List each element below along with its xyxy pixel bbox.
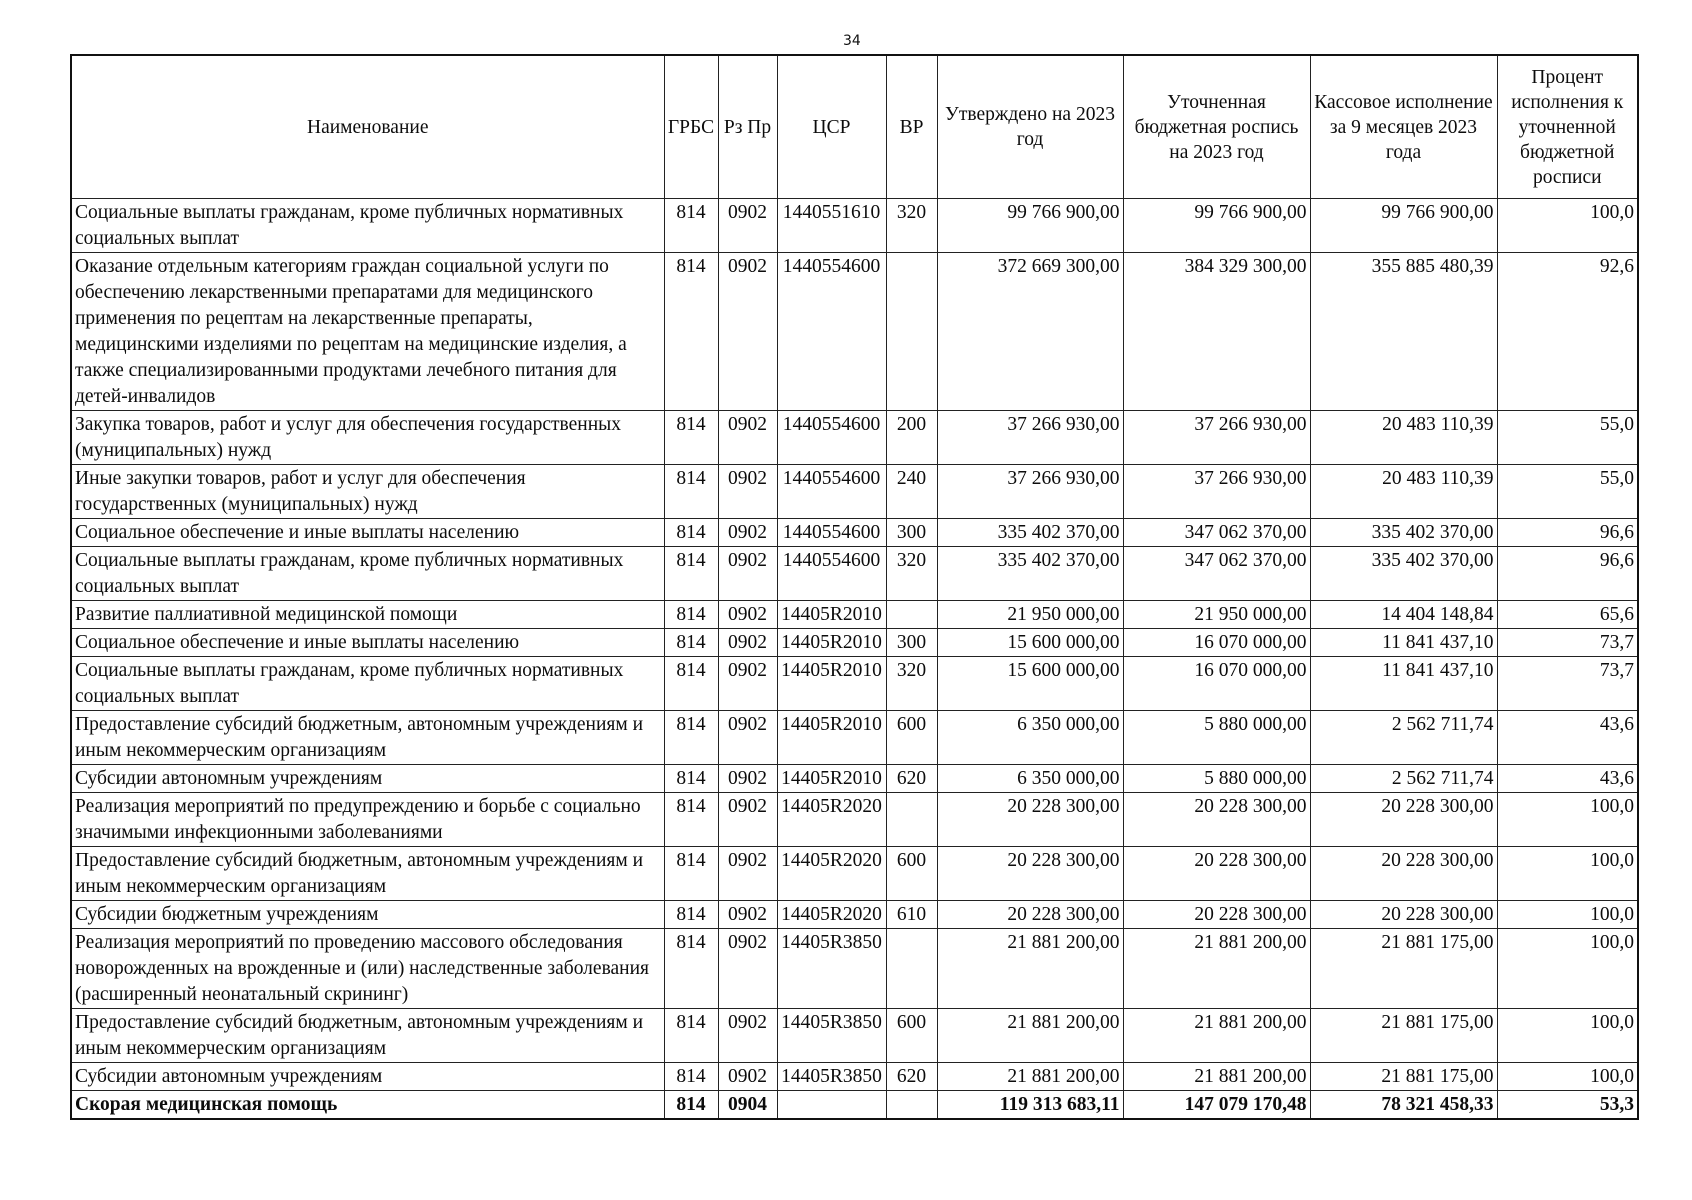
- header-vr: ВР: [886, 55, 937, 199]
- cell-vr: 620: [886, 765, 937, 793]
- cell-cash: 21 881 175,00: [1310, 929, 1497, 1009]
- cell-rzpr: 0902: [718, 253, 777, 411]
- cell-percent: 100,0: [1497, 901, 1638, 929]
- cell-csr: 14405R2010: [777, 657, 886, 711]
- cell-percent: 55,0: [1497, 465, 1638, 519]
- cell-cash: 21 881 175,00: [1310, 1063, 1497, 1091]
- cell-revised: 5 880 000,00: [1123, 765, 1310, 793]
- cell-csr: 1440554600: [777, 411, 886, 465]
- cell-cash: 99 766 900,00: [1310, 199, 1497, 253]
- cell-rzpr: 0902: [718, 629, 777, 657]
- cell-name: Социальное обеспечение и иные выплаты населению: [71, 519, 664, 547]
- cell-grbs: 814: [664, 465, 718, 519]
- cell-csr: 1440554600: [777, 519, 886, 547]
- cell-revised: 21 881 200,00: [1123, 1009, 1310, 1063]
- cell-rzpr: 0902: [718, 1063, 777, 1091]
- header-row: [71, 55, 1638, 199]
- cell-rzpr: 0902: [718, 199, 777, 253]
- cell-csr: 1440554600: [777, 465, 886, 519]
- cell-vr: 320: [886, 199, 937, 253]
- cell-percent: 73,7: [1497, 657, 1638, 711]
- table-row: [71, 847, 1638, 901]
- cell-percent: 100,0: [1497, 1063, 1638, 1091]
- cell-name: Социальные выплаты гражданам, кроме публичных нормативных социальных выплат: [71, 199, 664, 253]
- cell-rzpr: 0902: [718, 711, 777, 765]
- table-row: [71, 1009, 1638, 1063]
- cell-vr: [886, 1091, 937, 1120]
- cell-grbs: 814: [664, 253, 718, 411]
- cell-rzpr: 0902: [718, 601, 777, 629]
- cell-approved: 119 313 683,11: [937, 1091, 1123, 1120]
- cell-name: Субсидии автономным учреждениям: [71, 1063, 664, 1091]
- cell-revised: 20 228 300,00: [1123, 901, 1310, 929]
- table-row: [71, 629, 1638, 657]
- cell-cash: 355 885 480,39: [1310, 253, 1497, 411]
- header-grbs: ГРБС: [664, 55, 718, 199]
- cell-revised: 21 950 000,00: [1123, 601, 1310, 629]
- cell-approved: 15 600 000,00: [937, 629, 1123, 657]
- cell-approved: 335 402 370,00: [937, 519, 1123, 547]
- cell-name: Субсидии бюджетным учреждениям: [71, 901, 664, 929]
- cell-name: Социальное обеспечение и иные выплаты населению: [71, 629, 664, 657]
- cell-approved: 21 881 200,00: [937, 929, 1123, 1009]
- cell-rzpr: 0902: [718, 1009, 777, 1063]
- cell-approved: 21 881 200,00: [937, 1063, 1123, 1091]
- cell-approved: 15 600 000,00: [937, 657, 1123, 711]
- cell-grbs: 814: [664, 199, 718, 253]
- cell-percent: 92,6: [1497, 253, 1638, 411]
- cell-cash: 2 562 711,74: [1310, 711, 1497, 765]
- cell-name: Предоставление субсидий бюджетным, автономным учреждениям и иным некоммерческим организациям: [71, 847, 664, 901]
- cell-rzpr: 0902: [718, 519, 777, 547]
- cell-vr: 200: [886, 411, 937, 465]
- header-rzpr: Рз Пр: [718, 55, 777, 199]
- cell-grbs: 814: [664, 1009, 718, 1063]
- cell-cash: 20 483 110,39: [1310, 465, 1497, 519]
- cell-csr: 14405R2010: [777, 601, 886, 629]
- table-row: [71, 901, 1638, 929]
- cell-vr: [886, 793, 937, 847]
- table-row: [71, 657, 1638, 711]
- cell-vr: 610: [886, 901, 937, 929]
- cell-revised: 147 079 170,48: [1123, 1091, 1310, 1120]
- cell-cash: 20 228 300,00: [1310, 793, 1497, 847]
- table-row: [71, 411, 1638, 465]
- cell-cash: 11 841 437,10: [1310, 629, 1497, 657]
- cell-grbs: 814: [664, 901, 718, 929]
- table-row: [71, 793, 1638, 847]
- cell-approved: 6 350 000,00: [937, 711, 1123, 765]
- cell-name: Скорая медицинская помощь: [71, 1091, 664, 1120]
- cell-rzpr: 0902: [718, 901, 777, 929]
- table-row: [71, 253, 1638, 411]
- cell-grbs: 814: [664, 793, 718, 847]
- cell-percent: 100,0: [1497, 199, 1638, 253]
- cell-csr: 14405R2010: [777, 765, 886, 793]
- cell-revised: 21 881 200,00: [1123, 929, 1310, 1009]
- cell-vr: 300: [886, 519, 937, 547]
- cell-approved: 99 766 900,00: [937, 199, 1123, 253]
- cell-revised: 16 070 000,00: [1123, 629, 1310, 657]
- cell-name: Реализация мероприятий по проведению массового обследования новорожденных на врожденные и (или) наследственные заболевания (расширенный неонатальный скрининг): [71, 929, 664, 1009]
- cell-vr: 320: [886, 547, 937, 601]
- table-row: [71, 1063, 1638, 1091]
- cell-vr: 320: [886, 657, 937, 711]
- cell-revised: 5 880 000,00: [1123, 711, 1310, 765]
- table-row: [71, 929, 1638, 1009]
- cell-revised: 347 062 370,00: [1123, 519, 1310, 547]
- cell-csr: 14405R2020: [777, 847, 886, 901]
- cell-revised: 20 228 300,00: [1123, 847, 1310, 901]
- cell-grbs: 814: [664, 519, 718, 547]
- cell-name: Иные закупки товаров, работ и услуг для обеспечения государственных (муниципальных) нужд: [71, 465, 664, 519]
- cell-rzpr: 0902: [718, 793, 777, 847]
- cell-rzpr: 0902: [718, 411, 777, 465]
- cell-approved: 372 669 300,00: [937, 253, 1123, 411]
- table-header: [71, 55, 1638, 199]
- cell-vr: 240: [886, 465, 937, 519]
- cell-name: Развитие паллиативной медицинской помощи: [71, 601, 664, 629]
- cell-grbs: 814: [664, 601, 718, 629]
- cell-vr: 600: [886, 711, 937, 765]
- header-cash: Кассовое исполнение за 9 месяцев 2023 года: [1310, 55, 1497, 199]
- cell-grbs: 814: [664, 1091, 718, 1120]
- cell-name: Социальные выплаты гражданам, кроме публичных нормативных социальных выплат: [71, 657, 664, 711]
- cell-grbs: 814: [664, 929, 718, 1009]
- header-percent: Процент исполнения к уточненной бюджетной росписи: [1497, 55, 1638, 199]
- cell-csr: [777, 1091, 886, 1120]
- cell-name: Предоставление субсидий бюджетным, автономным учреждениям и иным некоммерческим организациям: [71, 711, 664, 765]
- header-approved: Утверждено на 2023 год: [937, 55, 1123, 199]
- cell-rzpr: 0902: [718, 929, 777, 1009]
- cell-revised: 21 881 200,00: [1123, 1063, 1310, 1091]
- cell-percent: 43,6: [1497, 765, 1638, 793]
- cell-vr: [886, 601, 937, 629]
- table-row: [71, 547, 1638, 601]
- cell-percent: 73,7: [1497, 629, 1638, 657]
- cell-vr: 600: [886, 847, 937, 901]
- cell-csr: 1440554600: [777, 547, 886, 601]
- cell-csr: 14405R3850: [777, 929, 886, 1009]
- table-row: [71, 1091, 1638, 1120]
- cell-csr: 14405R2020: [777, 793, 886, 847]
- table-row: [71, 765, 1638, 793]
- cell-approved: 6 350 000,00: [937, 765, 1123, 793]
- cell-revised: 37 266 930,00: [1123, 411, 1310, 465]
- cell-approved: 37 266 930,00: [937, 411, 1123, 465]
- cell-csr: 14405R2010: [777, 711, 886, 765]
- cell-revised: 347 062 370,00: [1123, 547, 1310, 601]
- cell-revised: 16 070 000,00: [1123, 657, 1310, 711]
- cell-approved: 37 266 930,00: [937, 465, 1123, 519]
- cell-csr: 14405R3850: [777, 1009, 886, 1063]
- header-csr: ЦСР: [777, 55, 886, 199]
- cell-cash: 78 321 458,33: [1310, 1091, 1497, 1120]
- cell-csr: 14405R3850: [777, 1063, 886, 1091]
- cell-rzpr: 0904: [718, 1091, 777, 1120]
- cell-csr: 1440554600: [777, 253, 886, 411]
- page-number: 34: [843, 33, 861, 49]
- cell-cash: 21 881 175,00: [1310, 1009, 1497, 1063]
- cell-name: Оказание отдельным категориям граждан социальной услуги по обеспечению лекарственными препаратами для медицинского применения по рецептам на лекарственные препараты, медицинскими изделиями по рецептам на медицинские изделия, а также специализированными продуктами лечебного питания для детей-инвалидов: [71, 253, 664, 411]
- cell-revised: 384 329 300,00: [1123, 253, 1310, 411]
- cell-vr: [886, 253, 937, 411]
- cell-approved: 21 950 000,00: [937, 601, 1123, 629]
- cell-grbs: 814: [664, 1063, 718, 1091]
- cell-approved: 335 402 370,00: [937, 547, 1123, 601]
- cell-percent: 100,0: [1497, 847, 1638, 901]
- cell-revised: 37 266 930,00: [1123, 465, 1310, 519]
- cell-approved: 20 228 300,00: [937, 847, 1123, 901]
- cell-rzpr: 0902: [718, 465, 777, 519]
- cell-grbs: 814: [664, 765, 718, 793]
- cell-csr: 14405R2020: [777, 901, 886, 929]
- cell-csr: 1440551610: [777, 199, 886, 253]
- cell-percent: 100,0: [1497, 929, 1638, 1009]
- table-body: [71, 199, 1638, 1120]
- cell-vr: 300: [886, 629, 937, 657]
- cell-rzpr: 0902: [718, 847, 777, 901]
- cell-vr: 620: [886, 1063, 937, 1091]
- cell-percent: 100,0: [1497, 793, 1638, 847]
- table-row: [71, 519, 1638, 547]
- cell-grbs: 814: [664, 657, 718, 711]
- cell-cash: 11 841 437,10: [1310, 657, 1497, 711]
- cell-percent: 65,6: [1497, 601, 1638, 629]
- cell-grbs: 814: [664, 711, 718, 765]
- cell-name: Предоставление субсидий бюджетным, автономным учреждениям и иным некоммерческим организациям: [71, 1009, 664, 1063]
- cell-cash: 335 402 370,00: [1310, 519, 1497, 547]
- header-revised: Уточненная бюджетная роспись на 2023 год: [1123, 55, 1310, 199]
- cell-approved: 21 881 200,00: [937, 1009, 1123, 1063]
- cell-percent: 100,0: [1497, 1009, 1638, 1063]
- cell-rzpr: 0902: [718, 657, 777, 711]
- cell-vr: 600: [886, 1009, 937, 1063]
- table-row: [71, 711, 1638, 765]
- cell-grbs: 814: [664, 547, 718, 601]
- cell-revised: 20 228 300,00: [1123, 793, 1310, 847]
- cell-percent: 55,0: [1497, 411, 1638, 465]
- cell-cash: 335 402 370,00: [1310, 547, 1497, 601]
- cell-cash: 2 562 711,74: [1310, 765, 1497, 793]
- header-name: Наименование: [71, 55, 664, 199]
- cell-percent: 96,6: [1497, 547, 1638, 601]
- cell-percent: 43,6: [1497, 711, 1638, 765]
- cell-cash: 14 404 148,84: [1310, 601, 1497, 629]
- cell-name: Реализация мероприятий по предупреждению и борьбе с социально значимыми инфекционными заболеваниями: [71, 793, 664, 847]
- cell-csr: 14405R2010: [777, 629, 886, 657]
- cell-vr: [886, 929, 937, 1009]
- cell-approved: 20 228 300,00: [937, 901, 1123, 929]
- cell-approved: 20 228 300,00: [937, 793, 1123, 847]
- cell-name: Субсидии автономным учреждениям: [71, 765, 664, 793]
- cell-rzpr: 0902: [718, 765, 777, 793]
- cell-percent: 53,3: [1497, 1091, 1638, 1120]
- cell-cash: 20 228 300,00: [1310, 847, 1497, 901]
- cell-revised: 99 766 900,00: [1123, 199, 1310, 253]
- table-row: [71, 601, 1638, 629]
- cell-name: Закупка товаров, работ и услуг для обеспечения государственных (муниципальных) нужд: [71, 411, 664, 465]
- cell-cash: 20 483 110,39: [1310, 411, 1497, 465]
- table-row: [71, 465, 1638, 519]
- table-row: [71, 199, 1638, 253]
- cell-rzpr: 0902: [718, 547, 777, 601]
- cell-percent: 96,6: [1497, 519, 1638, 547]
- cell-grbs: 814: [664, 847, 718, 901]
- budget-table: [70, 54, 1639, 1120]
- cell-grbs: 814: [664, 629, 718, 657]
- cell-name: Социальные выплаты гражданам, кроме публичных нормативных социальных выплат: [71, 547, 664, 601]
- cell-grbs: 814: [664, 411, 718, 465]
- cell-cash: 20 228 300,00: [1310, 901, 1497, 929]
